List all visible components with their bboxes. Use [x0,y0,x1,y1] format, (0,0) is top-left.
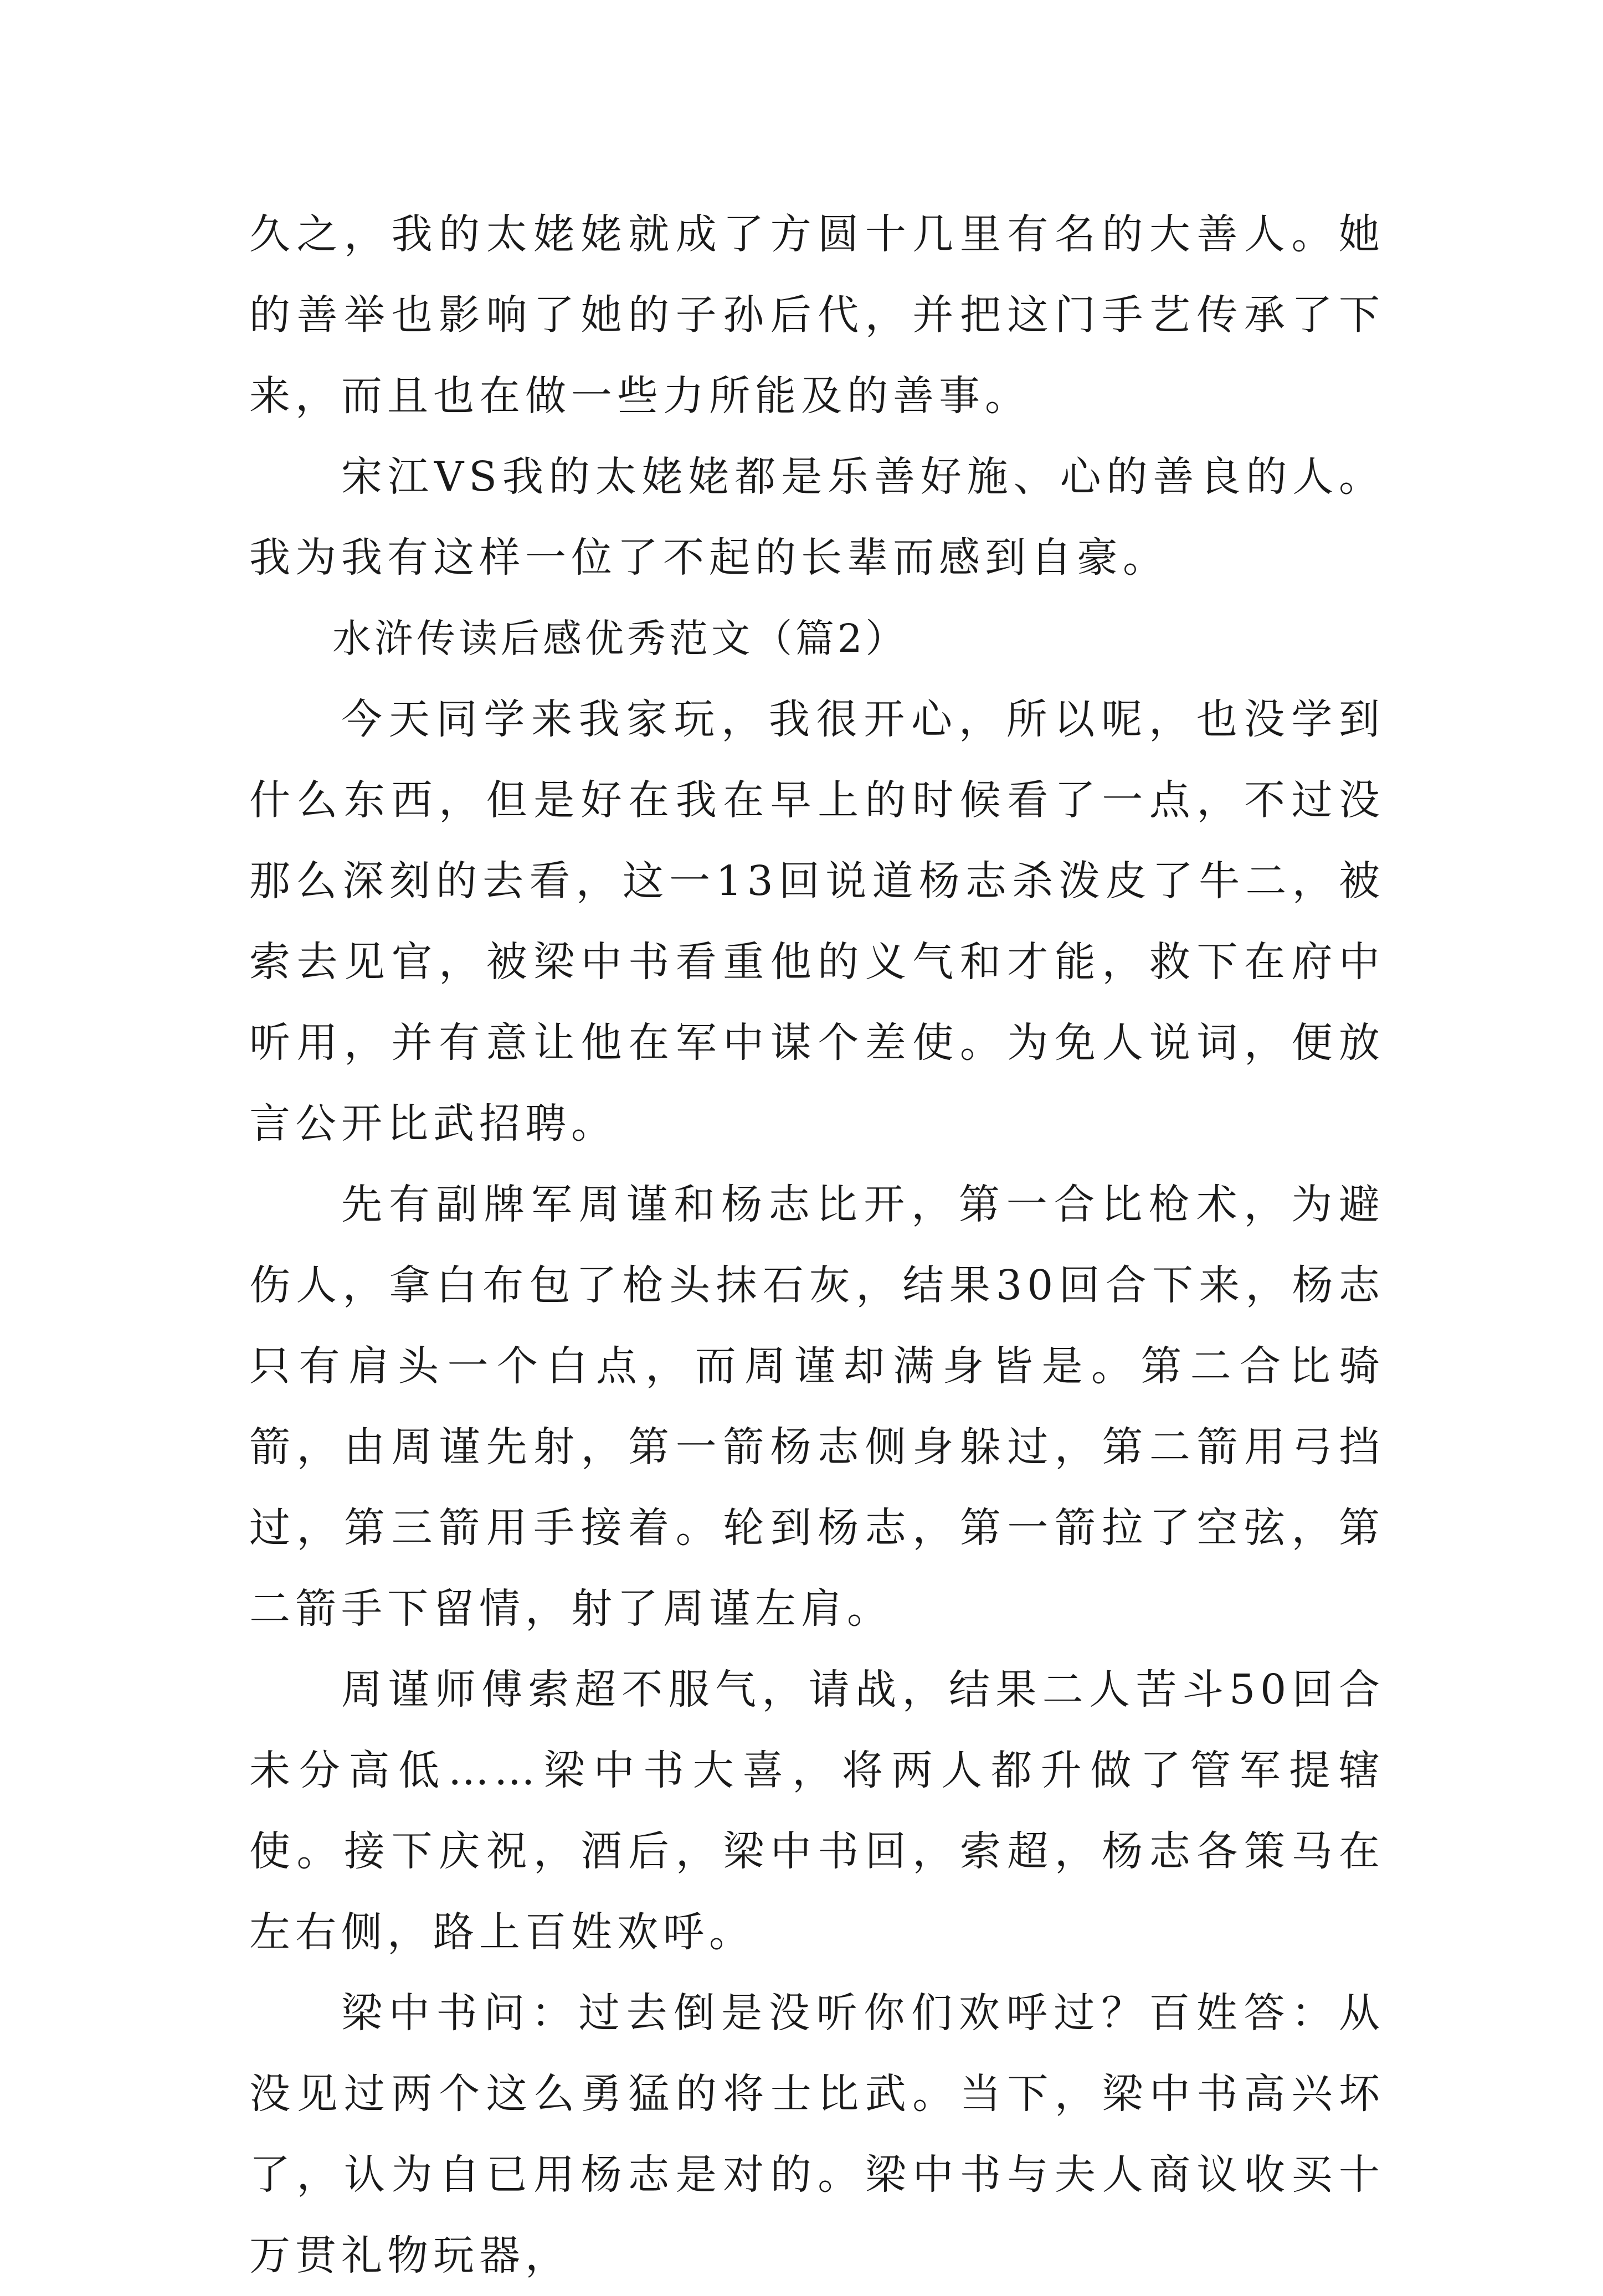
paragraph: 梁中书问：过去倒是没听你们欢呼过？百姓答：从没见过两个这么勇猛的将士比武。当下，梁中书高兴坏了，认为自已用杨志是对的。梁中书与夫人商议收买十万贯礼物玩器， [249,1989,1385,2279]
paragraph: 周谨师傅索超不服气，请战，结果二人苦斗50回合未分高低……梁中书大喜，将两人都升做了管军提辖使。接下庆祝，酒后，梁中书回，索超，杨志各策马在左右侧，路上百姓欢呼。 [249,1666,1385,1956]
document-body [249,194,1385,2296]
section-heading: 水浒传读后感优秀范文（篇2） [332,616,908,661]
paragraph-continuation: 久之，我的太姥姥就成了方圆十几里有名的大善人。她的善举也影响了她的子孙后代，并把这门手艺传承了下来，而且也在做一些力所能及的善事。 [249,210,1385,420]
paragraph: 今天同学来我家玩，我很开心，所以呢，也没学到什么东西，但是好在我在早上的时候看了一点，不过没那么深刻的去看，这一13回说道杨志杀泼皮了牛二，被索去见官，被梁中书看重他的义气和才能，救下在府中听用，并有意让他在军中谋个差使。为免人说词，便放言公开比武招聘。 [249,696,1385,1147]
paragraph: 宋江VS我的太姥姥都是乐善好施、心的善良的人。我为我有这样一位了不起的长辈而感到自豪。 [249,453,1385,581]
paragraph: 先有副牌军周谨和杨志比开，第一合比枪术，为避伤人，拿白布包了枪头抹石灰，结果30回合下来，杨志只有肩头一个白点，而周谨却满身皆是。第二合比骑箭，由周谨先射，第一箭杨志侧身躲过，第二箭用弓挡过，第三箭用手接着。轮到杨志，第一箭拉了空弦，第二箭手下留情，射了周谨左肩。 [249,1181,1385,1633]
